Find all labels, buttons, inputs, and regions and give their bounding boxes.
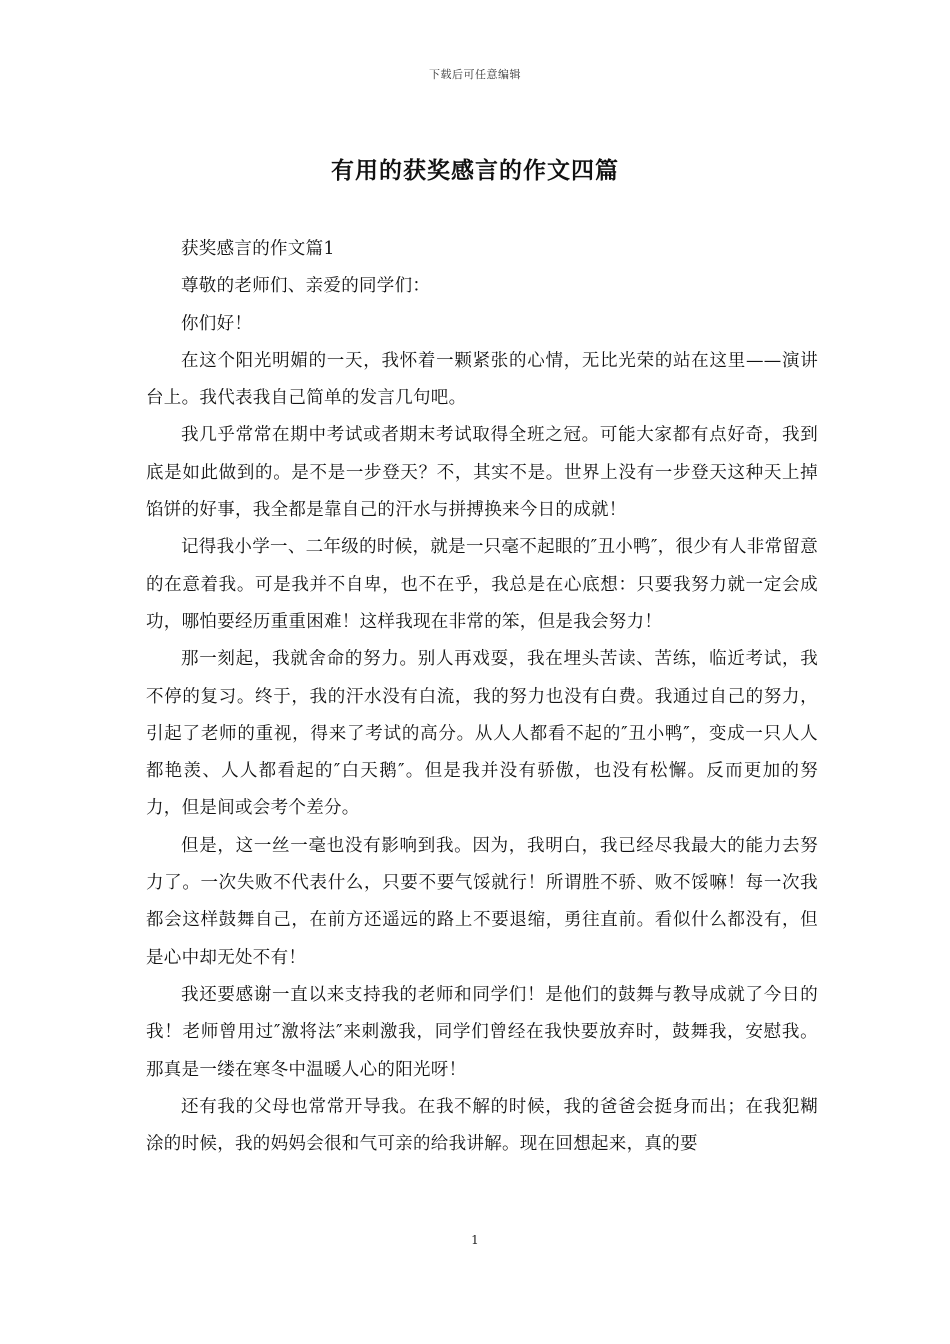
paragraph-thanks-teachers: 我还要感谢一直以来支持我的老师和同学们！是他们的鼓舞与教导成就了今日的我！老师曾用过″激将法″来刺激我，同学们曾经在我快要放弃时，鼓舞我，安慰我。那真是一缕在寒冬中温暖人心的阳光呀！ (146, 984, 818, 1080)
page-header-note: 下载后可任意编辑 (429, 68, 521, 81)
paragraph-childhood: 记得我小学一、二年级的时候，就是一只毫不起眼的″丑小鸭″，很少有人非常留意的在意着我。可是我并不自卑，也不在乎，我总是在心底想：只要我努力就一定会成功，哪怕要经历重重困难！这样我现在非常的笨，但是我会努力！ (146, 537, 818, 632)
paragraph-section-heading: 获奖感言的作文篇1 (181, 239, 335, 259)
paragraph-greeting: 你们好！ (181, 313, 253, 334)
page-number: 1 (471, 1233, 479, 1247)
document-title: 有用的获奖感言的作文四篇 (331, 157, 619, 184)
document-body (146, 231, 818, 1163)
paragraph-thanks-parents: 还有我的父母也常常开导我。在我不解的时候，我的爸爸会挺身而出；在我犯糊涂的时候，我的妈妈会很和气可亲的给我讲解。现在回想起来，真的要 (146, 1096, 818, 1155)
paragraph-effort: 那一刻起，我就舍命的努力。别人再戏耍，我在埋头苦读、苦练，临近考试，我不停的复习。终于，我的汗水没有白流，我的努力也没有白费。我通过自己的努力，引起了老师的重视，得来了考试的高分。从人人都看不起的″丑小鸭″，变成一只人人都艳羡、人人都看起的″白天鹅″。但是我并没有骄傲，也没有松懈。反而更加的努力，但是间或会考个差分。 (146, 649, 818, 819)
paragraph-opening: 在这个阳光明媚的一天，我怀着一颗紧张的心情，无比光荣的站在这里——演讲台上。我代表我自己简单的发言几句吧。 (146, 350, 818, 409)
paragraph-perseverance: 但是，这一丝一毫也没有影响到我。因为，我明白，我已经尽我最大的能力去努力了。一次失败不代表什么，只要不要气馁就行！所谓胜不骄、败不馁嘛！每一次我都会这样鼓舞自己，在前方还遥远的路上不要退缩，勇往直前。看似什么都没有，但是心中却无处不有！ (146, 835, 818, 968)
paragraph-salutation: 尊敬的老师们、亲爱的同学们： (181, 276, 431, 297)
paragraph-achievement: 我几乎常常在期中考试或者期末考试取得全班之冠。可能大家都有点好奇，我到底是如此做到的。是不是一步登天？不，其实不是。世界上没有一步登天这种天上掉馅饼的好事，我全都是靠自己的汗水与拼搏换来今日的成就！ (146, 425, 818, 521)
